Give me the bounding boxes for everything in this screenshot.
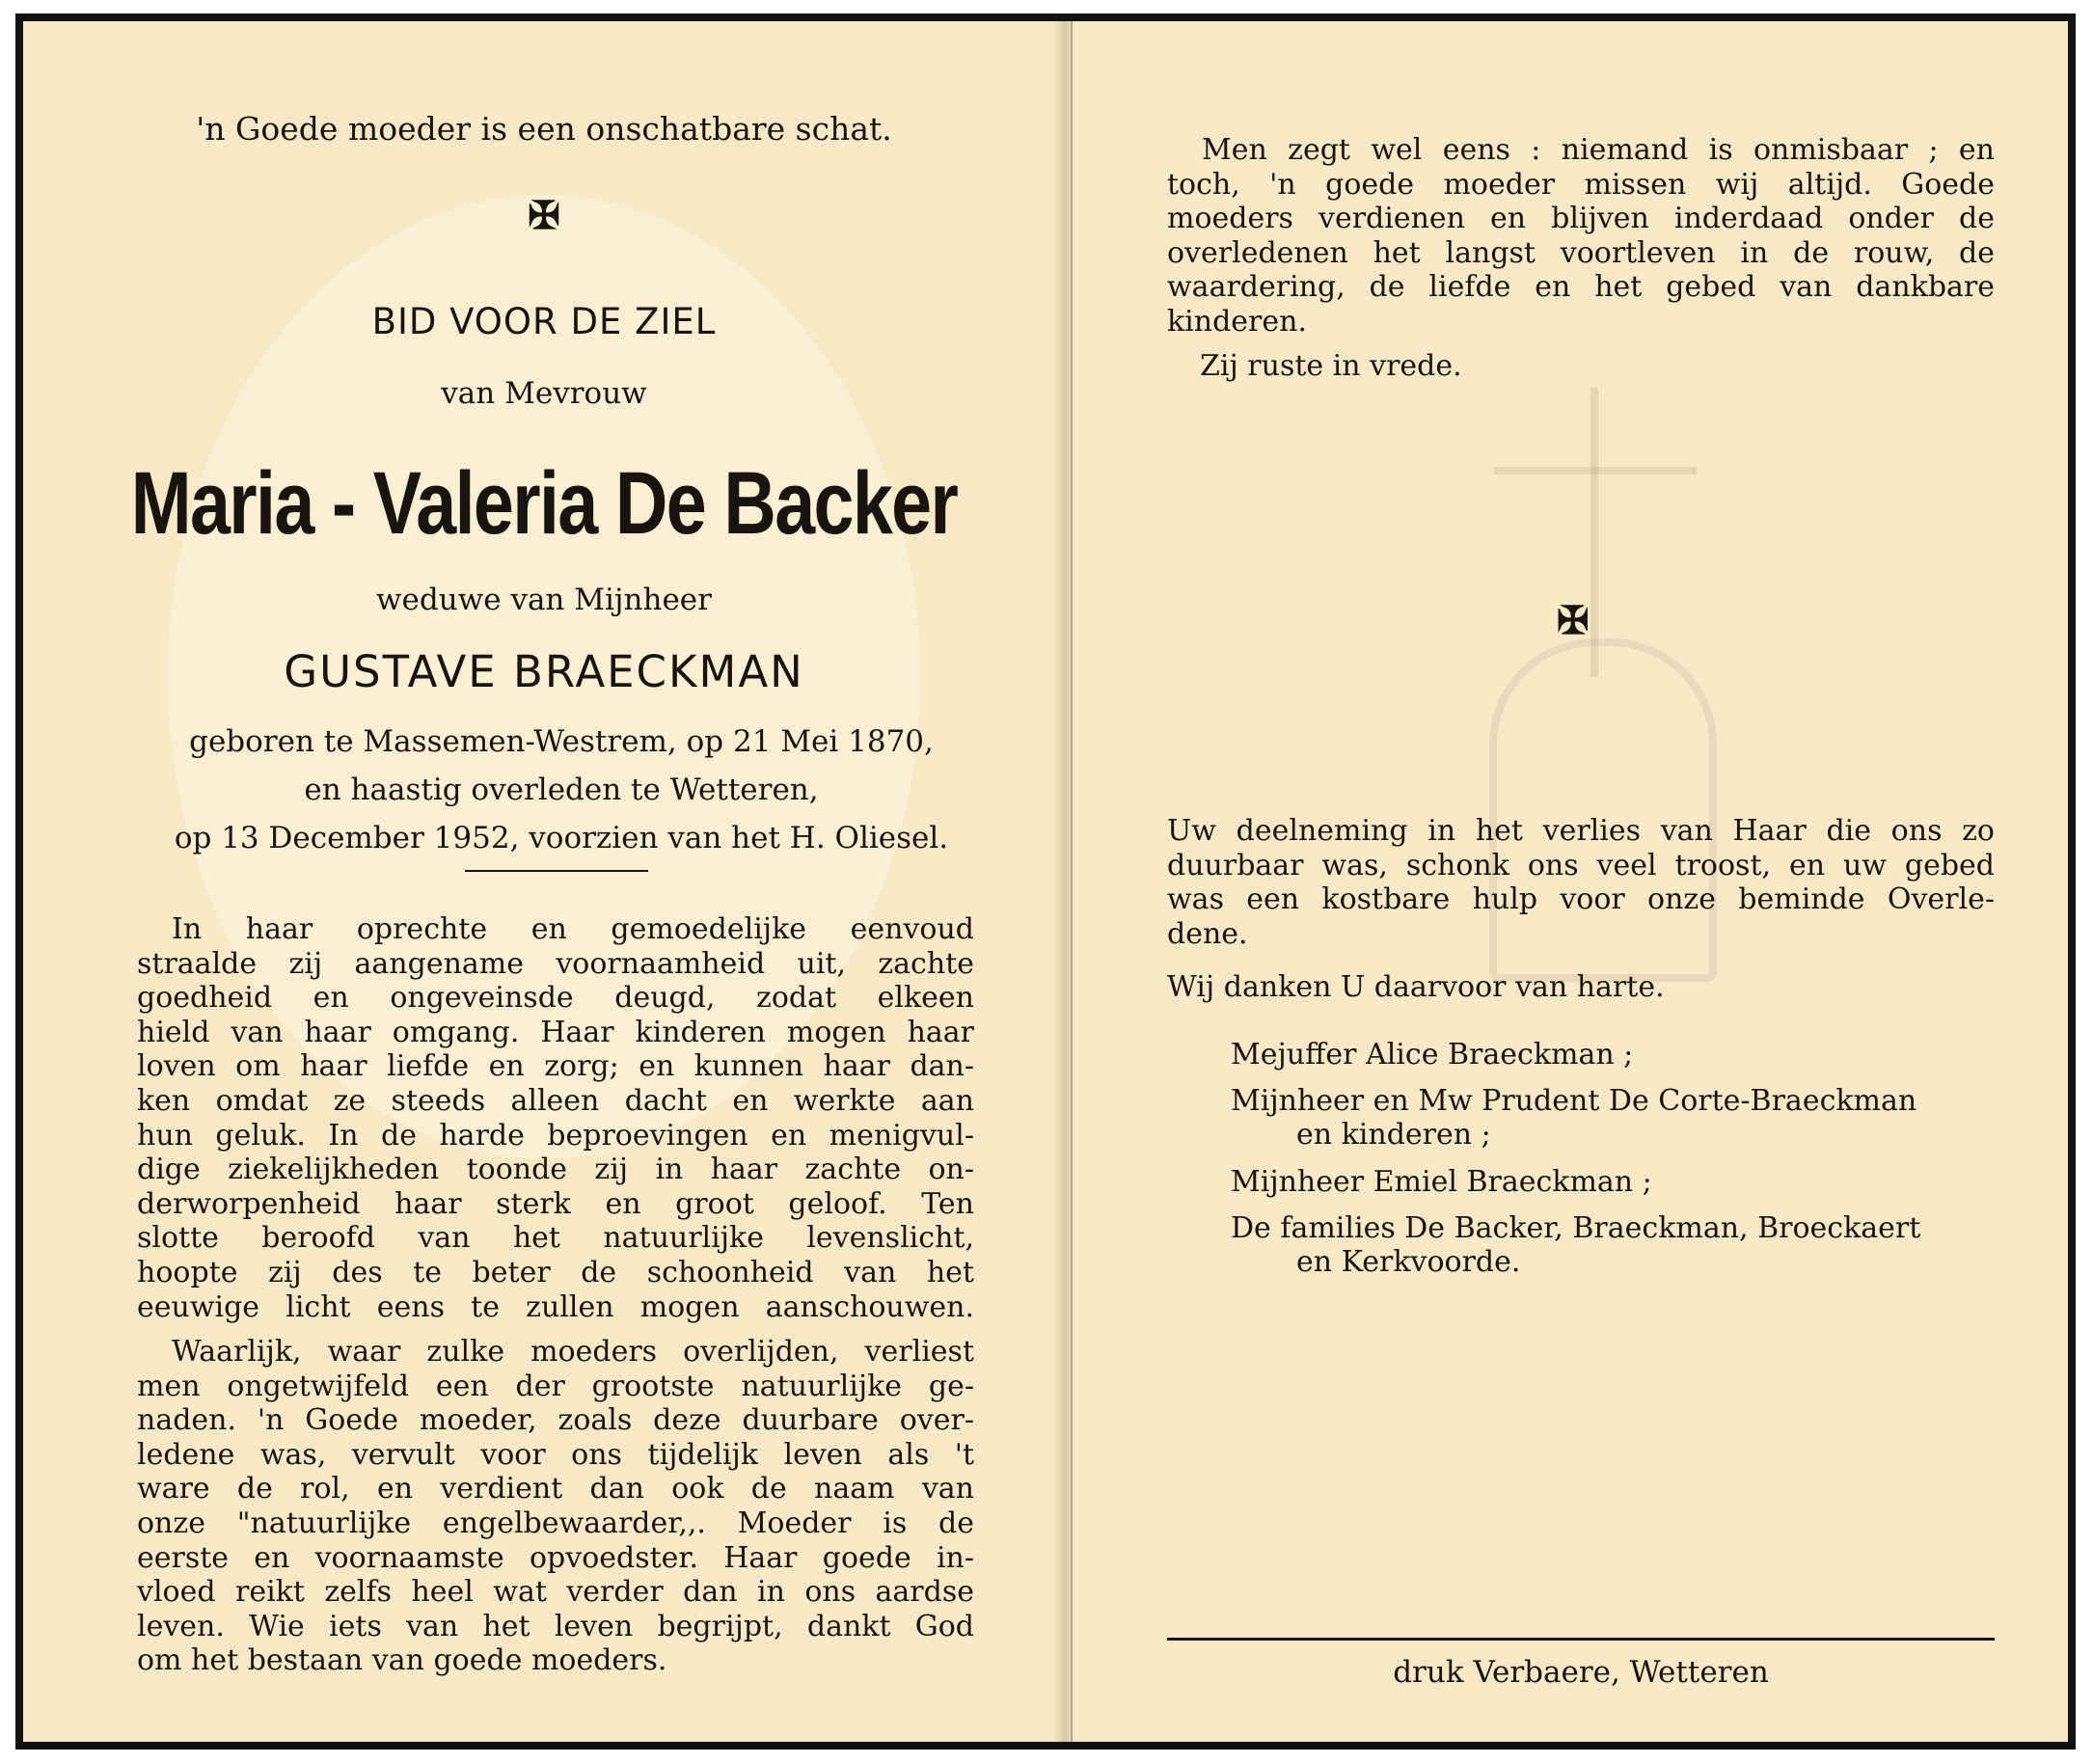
reflection-paragraph — [1167, 133, 1995, 339]
text-line: ken omdat ze steeds alleen dacht en werkte aan — [137, 1083, 974, 1118]
prayer-heading: BID VOOR DE ZIEL — [371, 301, 717, 342]
text-line: In haar oprechte en gemoedelijke eenvoud — [172, 912, 974, 946]
text-line: ware de rol, en verdient dan ook de naam van — [137, 1472, 974, 1506]
motto: 'n Goede moeder is een onschatbare schat. — [196, 110, 892, 148]
title-van-mevrouw: van Mevrouw — [441, 376, 647, 411]
family-entry — [1231, 1211, 1920, 1279]
family-entry — [1231, 1084, 1916, 1152]
thanks-paragraph — [1167, 814, 1995, 951]
cross-icon: ✠ — [528, 193, 560, 238]
text-line: Men zegt wel eens : niemand is onmisbaar ; en — [1202, 133, 1995, 167]
text-line: dige ziekelijkheden toonde zij in haar zachte on- — [137, 1153, 974, 1187]
memorial-card — [15, 14, 2076, 1750]
cross-icon: ✠ — [1557, 598, 1590, 643]
family-line: De families De Backer, Braeckman, Broeckaert — [1231, 1211, 1921, 1245]
text-line: toch, 'n goede moeder missen wij altijd. Goede — [1167, 167, 1995, 202]
family-line: en kinderen ; — [1296, 1118, 1491, 1152]
birth-death-dates — [137, 718, 986, 862]
text-line: ledene was, vervult voor ons tijdelijk leven als 't — [137, 1437, 974, 1472]
text-line: duurbaar was, schonk ons veel troost, en uw gebed — [1167, 848, 1995, 882]
text-line: Uw deelneming in het verlies van Haar die ons zo — [1167, 814, 1995, 848]
card-fold-line — [1071, 21, 1073, 1742]
family-line: en Kerkvoorde. — [1296, 1245, 1521, 1279]
dates-line: op 13 December 1952, voorzien van het H. Oliesel. — [174, 821, 949, 855]
text-line: hield van haar omgang. Haar kinderen mogen haar — [137, 1015, 974, 1049]
text-line: kinderen. — [1167, 304, 1308, 339]
family-entry: Mijnheer Emiel Braeckman ; — [1231, 1165, 1652, 1199]
watermark-cross-vertical — [1590, 388, 1598, 677]
printer-credit: druk Verbaere, Wetteren — [1393, 1655, 1769, 1690]
text-line: dene. — [1167, 916, 1248, 951]
text-line: eeuwige licht eens te zullen mogen aanschouwen. — [137, 1289, 974, 1324]
text-line: slotte beroofd van het natuurlijke levenslicht, — [137, 1221, 974, 1256]
text-line: moeders verdienen en blijven inderdaad onder de — [1167, 202, 1995, 236]
right-panel — [1074, 21, 2068, 1742]
text-line: leven. Wie iets van het leven begrijpt, dankt God — [137, 1609, 974, 1643]
widow-of-label: weduwe van Mijnheer — [376, 583, 712, 617]
text-line: men ongetwijfeld een der grootste natuurlijke ge- — [137, 1369, 974, 1403]
text-line: goedheid en ongeveinsde deugd, zodat elkeen — [137, 981, 974, 1016]
family-line: Mijnheer en Mw Prudent De Corte-Braeckman — [1231, 1084, 1917, 1118]
dates-line: en haastig overleden te Wetteren, — [304, 773, 819, 807]
text-line: hun geluk. In de harde beproevingen en menigvul- — [137, 1118, 974, 1153]
rest-in-peace: Zij ruste in vrede. — [1200, 349, 1462, 383]
text-line: vloed reikt zelfs heel wat verder dan in ons aardse — [137, 1575, 974, 1610]
text-line: Waarlijk, waar zulke moeders overlijden, verliest — [172, 1335, 974, 1369]
footer-divider — [1167, 1638, 1995, 1641]
dates-line: geboren te Massemen-Westrem, op 21 Mei 1870, — [189, 724, 934, 759]
text-line: overledenen het langst voortleven in de rouw, de — [1167, 235, 1995, 270]
text-line: onze "natuurlijke engelbewaarder,,. Moeder is de — [137, 1506, 974, 1540]
text-line: was een kostbare hulp voor onze beminde Overle- — [1167, 882, 1995, 917]
text-line: straalde zij aangename voornaamheid uit, zachte — [137, 946, 974, 981]
thanks-line: Wij danken U daarvoor van harte. — [1167, 970, 1665, 1004]
text-line: hoopte zij des te beter de schoonheid van het — [137, 1255, 974, 1289]
husband-name: GUSTAVE BRAECKMAN — [284, 646, 804, 697]
text-line: naden. 'n Goede moeder, zoals deze duurbare over- — [137, 1403, 974, 1438]
deceased-name: Maria - Valeria De Backer — [130, 454, 958, 553]
family-entry: Mejuffer Alice Braeckman ; — [1231, 1038, 1634, 1072]
text-line: loven om haar liefde en zorg; en kunnen haar dan- — [137, 1049, 974, 1084]
left-panel — [23, 21, 1065, 1742]
text-line: derworpenheid haar sterk en groot geloof. Ten — [137, 1186, 974, 1221]
watermark-cross-horizontal — [1494, 467, 1697, 475]
text-line: om het bestaan van goede moeders. — [137, 1643, 667, 1678]
tribute-paragraph-2 — [137, 1335, 974, 1678]
text-line: waardering, de liefde en het gebed van dankbare — [1167, 270, 1995, 305]
divider — [465, 870, 648, 872]
tribute-paragraph-1 — [137, 912, 974, 1324]
text-line: eerste en voornaamste opvoedster. Haar goede in- — [137, 1540, 974, 1575]
